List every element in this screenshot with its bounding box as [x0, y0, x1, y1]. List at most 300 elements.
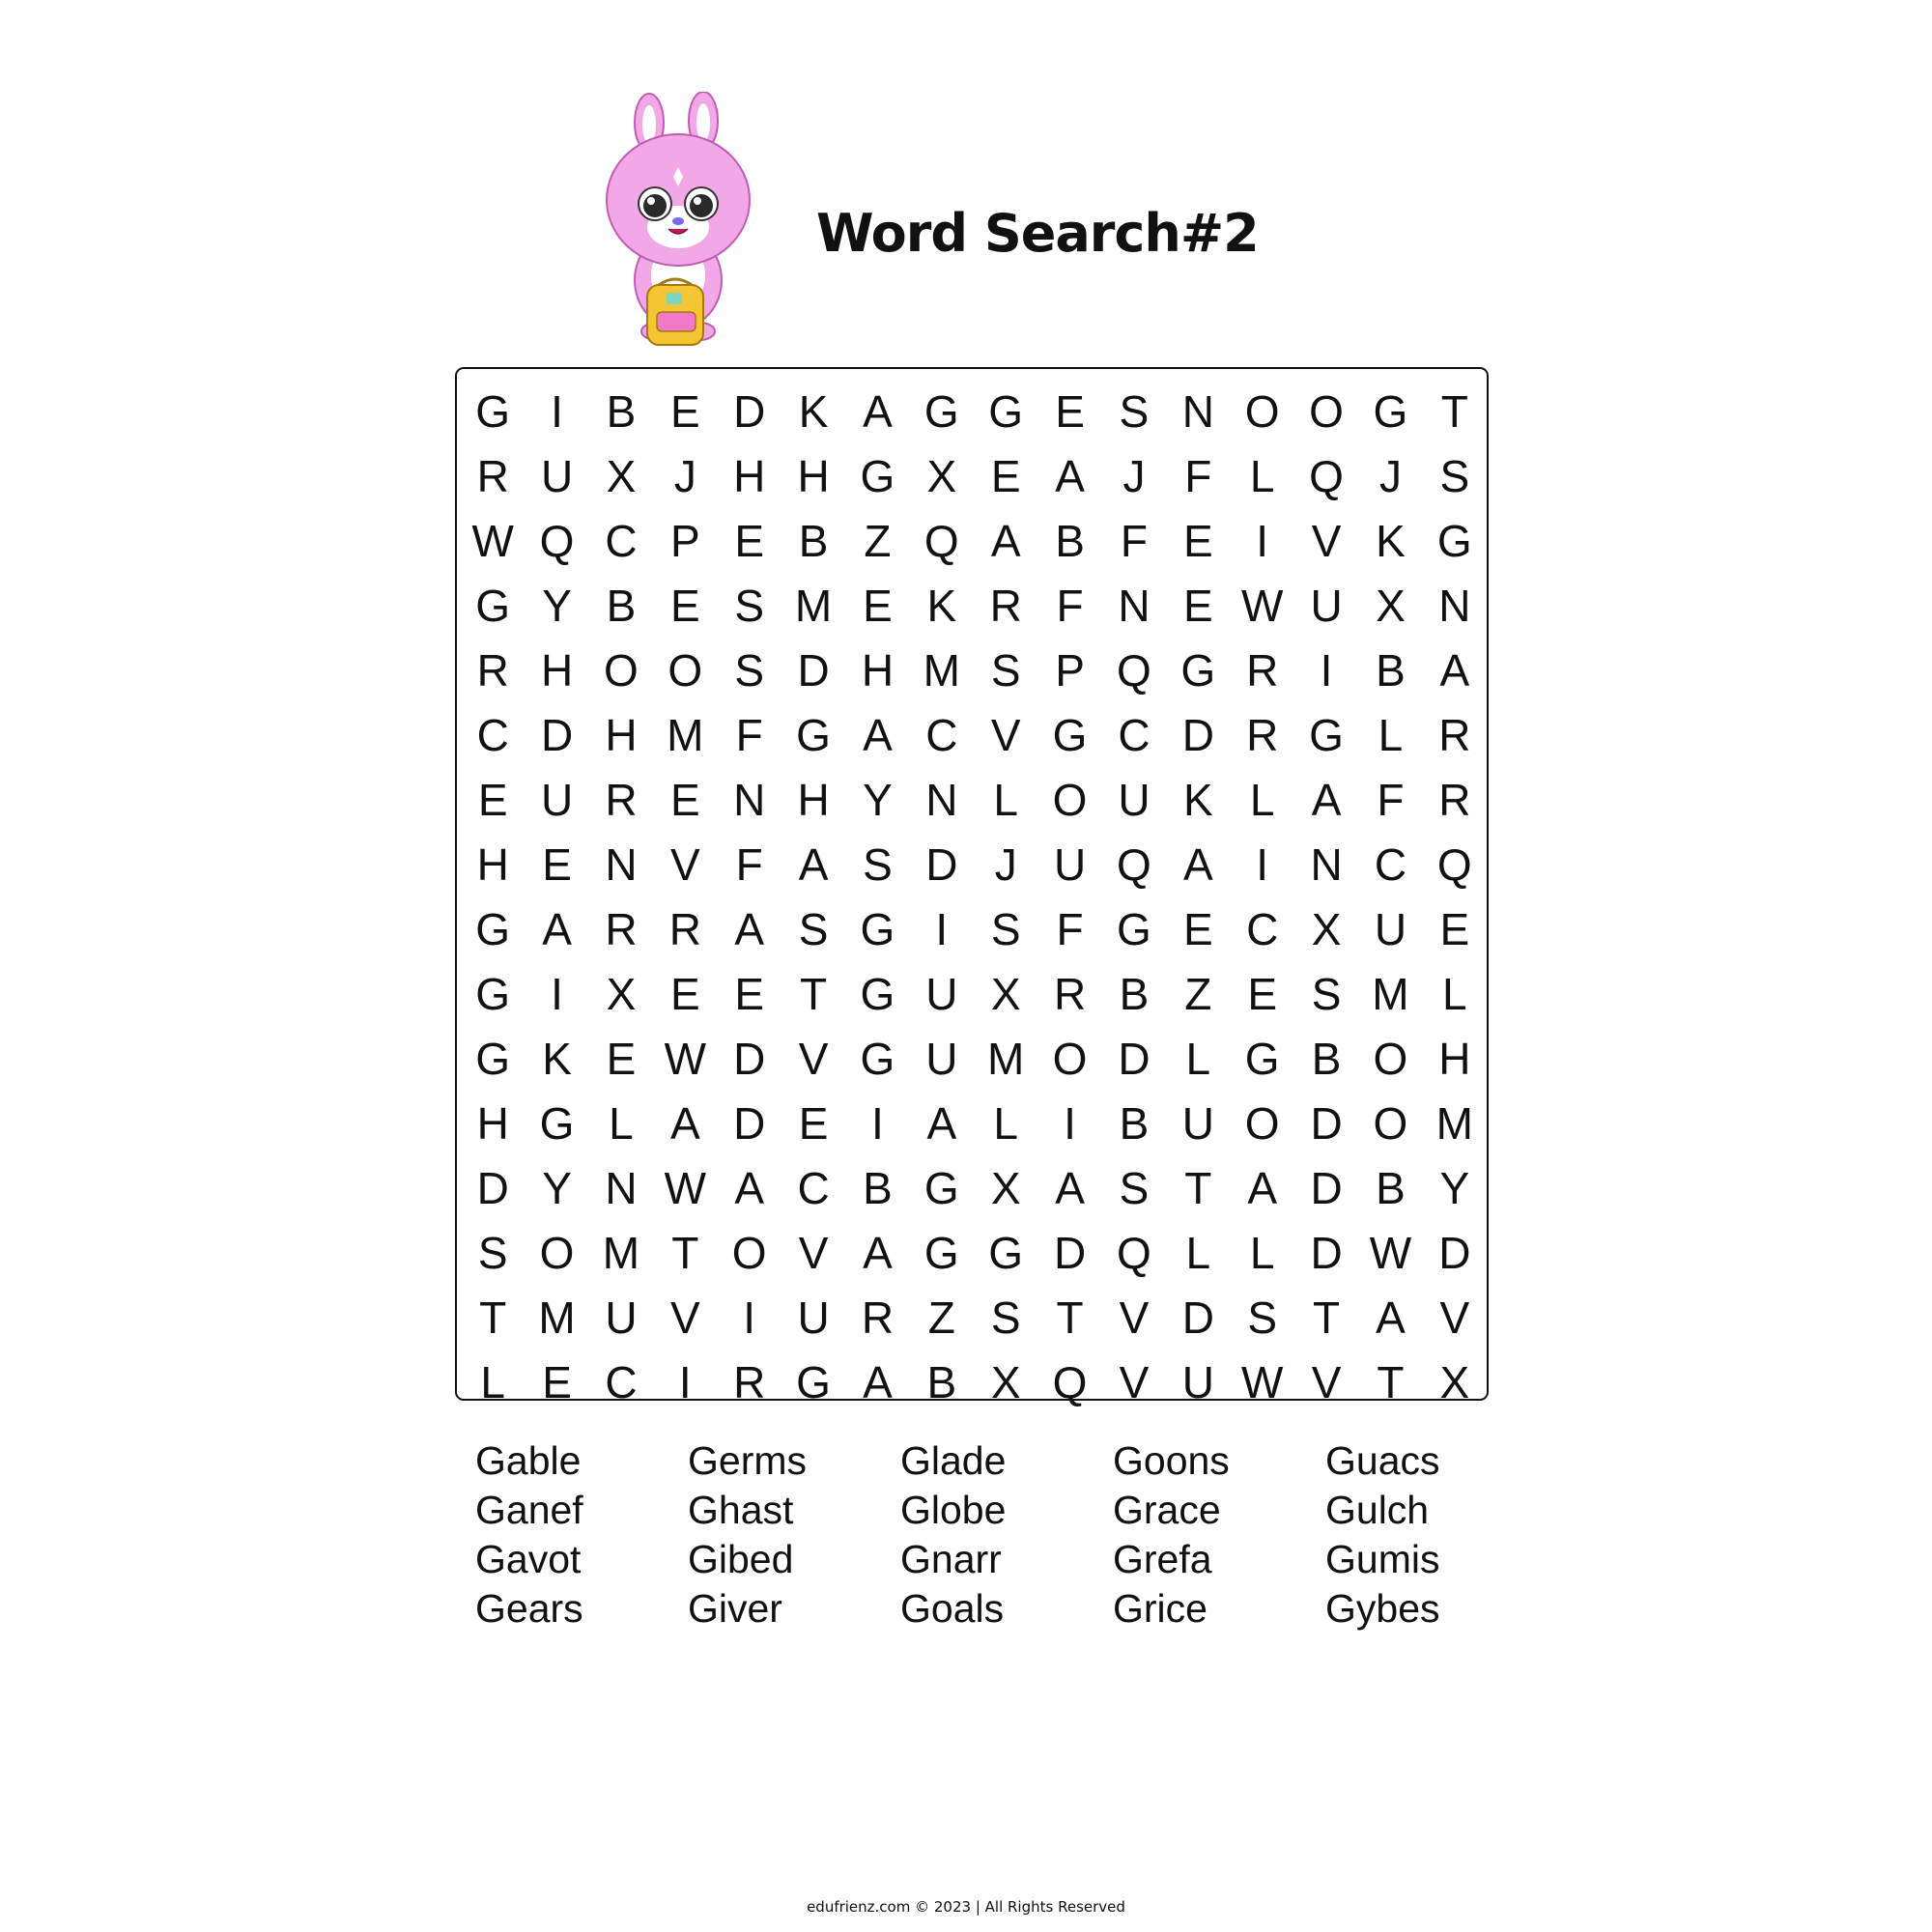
word-list-item: Ganef: [475, 1488, 583, 1532]
grid-letter[interactable]: M: [538, 1293, 576, 1343]
grid-letter[interactable]: W: [664, 1163, 707, 1213]
grid-letter[interactable]: L: [1249, 1228, 1275, 1278]
grid-letter[interactable]: O: [1373, 1098, 1408, 1149]
grid-row: [461, 1286, 1487, 1350]
word-column: [475, 1436, 688, 1634]
grid-letter[interactable]: G: [1244, 1034, 1280, 1084]
grid-letter[interactable]: E: [1247, 969, 1278, 1019]
grid-letter[interactable]: N: [1118, 581, 1151, 631]
grid-row: [461, 768, 1487, 833]
grid-letter[interactable]: F: [1056, 904, 1084, 954]
word-list-item: Germs: [688, 1438, 807, 1483]
grid-letter[interactable]: G: [860, 1034, 895, 1084]
grid-letter[interactable]: D: [1310, 1163, 1343, 1213]
grid-letter[interactable]: R: [605, 775, 638, 825]
grid-letter[interactable]: E: [1055, 386, 1085, 437]
grid-letter[interactable]: H: [605, 710, 638, 760]
grid-letter[interactable]: A: [798, 839, 829, 890]
grid-letter[interactable]: N: [1181, 386, 1214, 437]
grid-letter[interactable]: D: [1118, 1034, 1151, 1084]
grid-letter[interactable]: P: [669, 516, 700, 566]
grid-letter[interactable]: C: [1246, 904, 1279, 954]
grid-letter[interactable]: M: [1372, 969, 1409, 1019]
grid-letter[interactable]: R: [1246, 710, 1279, 760]
grid-letter[interactable]: Q: [1309, 451, 1344, 501]
grid-letter[interactable]: D: [797, 645, 830, 696]
grid-letter[interactable]: A: [863, 386, 893, 437]
grid-letter[interactable]: V: [798, 1034, 829, 1084]
grid-letter[interactable]: D: [476, 1163, 509, 1213]
grid-letter[interactable]: I: [743, 1293, 756, 1343]
grid-letter[interactable]: V: [990, 710, 1021, 760]
grid-letter[interactable]: D: [733, 386, 766, 437]
grid-letter[interactable]: G: [860, 904, 895, 954]
grid-letter[interactable]: K: [542, 1034, 572, 1084]
grid-letter[interactable]: U: [1181, 1357, 1214, 1407]
grid-letter[interactable]: O: [539, 1228, 575, 1278]
grid-letter[interactable]: A: [1439, 645, 1470, 696]
grid-letter[interactable]: E: [1182, 904, 1213, 954]
grid-row: [461, 703, 1487, 768]
grid-letter[interactable]: L: [609, 1098, 634, 1149]
grid-letter[interactable]: X: [990, 969, 1021, 1019]
grid-letter[interactable]: G: [1180, 645, 1216, 696]
grid-letter[interactable]: S: [1311, 969, 1342, 1019]
grid-letter[interactable]: S: [1119, 386, 1150, 437]
word-list-item: Guacs: [1325, 1438, 1440, 1483]
grid-letter[interactable]: I: [1256, 839, 1269, 890]
word-list-item: Gulch: [1325, 1488, 1430, 1532]
grid-letter[interactable]: O: [1052, 775, 1088, 825]
grid-letter[interactable]: Q: [539, 516, 575, 566]
grid-letter[interactable]: D: [925, 839, 958, 890]
grid-letter[interactable]: G: [923, 1228, 959, 1278]
grid-letter[interactable]: L: [1249, 451, 1275, 501]
grid-letter[interactable]: D: [1310, 1098, 1343, 1149]
grid-letter[interactable]: V: [669, 839, 700, 890]
grid-letter[interactable]: G: [1309, 710, 1344, 760]
grid-letter[interactable]: M: [987, 1034, 1025, 1084]
grid-row: [461, 833, 1487, 897]
grid-letter[interactable]: D: [733, 1098, 766, 1149]
grid-letter[interactable]: E: [477, 775, 508, 825]
grid-letter[interactable]: A: [1055, 1163, 1085, 1213]
grid-letter[interactable]: A: [926, 1098, 957, 1149]
grid-letter[interactable]: T: [479, 1293, 507, 1343]
grid-letter[interactable]: X: [990, 1163, 1021, 1213]
grid-letter[interactable]: R: [1053, 969, 1087, 1019]
grid-letter[interactable]: Z: [927, 1293, 955, 1343]
grid-letter[interactable]: B: [1376, 645, 1406, 696]
grid-letter[interactable]: A: [1055, 451, 1085, 501]
grid-letter[interactable]: G: [475, 969, 511, 1019]
grid-letter[interactable]: M: [794, 581, 833, 631]
grid-letter[interactable]: G: [988, 386, 1024, 437]
grid-letter[interactable]: U: [1053, 839, 1087, 890]
grid-letter[interactable]: A: [1311, 775, 1342, 825]
grid-letter[interactable]: U: [540, 451, 574, 501]
grid-letter[interactable]: K: [1376, 516, 1406, 566]
grid-letter[interactable]: D: [1181, 710, 1214, 760]
grid-letter[interactable]: C: [605, 1357, 638, 1407]
grid-row: [461, 509, 1487, 574]
word-list-item: Gavot: [475, 1537, 582, 1581]
grid-row: [461, 897, 1487, 962]
word-column: [1113, 1436, 1325, 1634]
grid-letter[interactable]: U: [1374, 904, 1407, 954]
grid-letter[interactable]: H: [797, 775, 830, 825]
grid-letter[interactable]: S: [1119, 1163, 1150, 1213]
grid-letter[interactable]: B: [798, 516, 829, 566]
grid-letter[interactable]: Y: [542, 1163, 572, 1213]
grid-letter[interactable]: B: [606, 386, 637, 437]
grid-letter[interactable]: M: [667, 710, 704, 760]
grid-letter[interactable]: F: [735, 839, 763, 890]
grid-letter[interactable]: X: [1311, 904, 1342, 954]
grid-letter[interactable]: S: [990, 1293, 1021, 1343]
grid-letter[interactable]: V: [1439, 1293, 1470, 1343]
grid-letter[interactable]: E: [669, 969, 700, 1019]
grid-letter[interactable]: W: [1369, 1228, 1412, 1278]
grid-letter[interactable]: J: [1378, 451, 1402, 501]
word-list-item: Grace: [1113, 1488, 1221, 1532]
grid-letter[interactable]: I: [551, 969, 563, 1019]
grid-letter[interactable]: A: [1376, 1293, 1406, 1343]
grid-letter[interactable]: R: [1438, 775, 1471, 825]
grid-letter[interactable]: D: [1053, 1228, 1087, 1278]
word-list-item: Grefa: [1113, 1537, 1212, 1581]
grid-letter[interactable]: I: [1064, 1098, 1076, 1149]
grid-letter[interactable]: G: [1373, 386, 1408, 437]
grid-letter[interactable]: S: [477, 1228, 508, 1278]
grid-letter[interactable]: A: [734, 1163, 765, 1213]
grid-letter[interactable]: L: [1442, 969, 1467, 1019]
grid-letter[interactable]: O: [1244, 386, 1280, 437]
grid-letter[interactable]: X: [990, 1357, 1021, 1407]
grid-letter[interactable]: S: [990, 645, 1021, 696]
grid-letter[interactable]: G: [988, 1228, 1024, 1278]
grid-letter[interactable]: L: [1378, 710, 1404, 760]
word-list-item: Glade: [900, 1438, 1007, 1483]
grid-letter[interactable]: B: [1376, 1163, 1406, 1213]
grid-letter[interactable]: F: [1120, 516, 1148, 566]
grid-row: [461, 639, 1487, 703]
grid-letter[interactable]: Q: [1436, 839, 1472, 890]
grid-letter[interactable]: A: [542, 904, 572, 954]
grid-letter[interactable]: O: [668, 645, 703, 696]
grid-letter[interactable]: L: [1185, 1034, 1211, 1084]
word-list: [475, 1436, 1538, 1634]
grid-letter[interactable]: D: [1181, 1293, 1214, 1343]
grid-letter[interactable]: T: [1184, 1163, 1212, 1213]
grid-letter[interactable]: Y: [1439, 1163, 1470, 1213]
grid-letter[interactable]: N: [1310, 839, 1343, 890]
grid-letter[interactable]: T: [800, 969, 828, 1019]
grid-letter[interactable]: R: [668, 904, 701, 954]
grid-letter[interactable]: E: [669, 386, 700, 437]
grid-letter[interactable]: G: [1436, 516, 1472, 566]
grid-letter[interactable]: S: [990, 904, 1021, 954]
grid-letter[interactable]: P: [1055, 645, 1085, 696]
grid-letter[interactable]: C: [605, 516, 638, 566]
grid-letter[interactable]: U: [797, 1293, 830, 1343]
grid-letter[interactable]: G: [860, 451, 895, 501]
grid-letter[interactable]: N: [925, 775, 958, 825]
grid-letter[interactable]: Y: [863, 775, 893, 825]
grid-letter[interactable]: G: [539, 1098, 575, 1149]
pink-bunny-with-backpack-icon: [599, 92, 758, 357]
grid-letter[interactable]: H: [733, 451, 766, 501]
grid-letter[interactable]: X: [606, 451, 637, 501]
grid-letter[interactable]: E: [542, 1357, 572, 1407]
grid-letter[interactable]: E: [1439, 904, 1470, 954]
grid-row: [461, 1027, 1487, 1092]
grid-letter[interactable]: A: [1182, 839, 1213, 890]
grid-letter[interactable]: I: [551, 386, 563, 437]
word-list-item: Gumis: [1325, 1537, 1440, 1581]
grid-letter[interactable]: T: [671, 1228, 699, 1278]
grid-row: [461, 1156, 1487, 1221]
grid-letter[interactable]: A: [669, 1098, 700, 1149]
grid-letter[interactable]: B: [1119, 969, 1150, 1019]
grid-letter[interactable]: O: [731, 1228, 767, 1278]
grid-letter[interactable]: H: [861, 645, 895, 696]
grid-letter[interactable]: A: [863, 1228, 893, 1278]
grid-letter[interactable]: H: [1438, 1034, 1471, 1084]
grid-letter[interactable]: B: [1055, 516, 1085, 566]
grid-letter[interactable]: R: [605, 904, 638, 954]
grid-letter[interactable]: V: [1119, 1357, 1150, 1407]
grid-letter[interactable]: D: [1438, 1228, 1471, 1278]
grid-letter[interactable]: U: [1181, 1098, 1214, 1149]
grid-letter[interactable]: S: [734, 645, 765, 696]
grid-letter[interactable]: T: [1440, 386, 1468, 437]
grid-letter[interactable]: K: [926, 581, 957, 631]
grid-row: [461, 574, 1487, 639]
grid-letter[interactable]: E: [734, 516, 765, 566]
grid-letter[interactable]: Q: [1117, 839, 1151, 890]
grid-letter[interactable]: G: [923, 1163, 959, 1213]
grid-row: [461, 1350, 1487, 1415]
word-list-item: Grice: [1113, 1586, 1208, 1631]
grid-letter[interactable]: A: [734, 904, 765, 954]
grid-letter[interactable]: V: [798, 1228, 829, 1278]
grid-letter[interactable]: T: [1056, 1293, 1084, 1343]
grid-letter[interactable]: G: [860, 969, 895, 1019]
word-list-item: Goals: [900, 1586, 1005, 1631]
word-list-item: Gears: [475, 1586, 583, 1631]
word-list-item: Giver: [688, 1586, 782, 1631]
grid-letter[interactable]: O: [1244, 1098, 1280, 1149]
grid-letter[interactable]: D: [733, 1034, 766, 1084]
grid-letter[interactable]: A: [863, 710, 893, 760]
grid-letter[interactable]: F: [735, 710, 763, 760]
grid-letter[interactable]: S: [863, 839, 893, 890]
grid-row: [461, 1221, 1487, 1286]
grid-letter[interactable]: C: [1374, 839, 1407, 890]
grid-letter[interactable]: V: [669, 1293, 700, 1343]
grid-letter[interactable]: C: [925, 710, 958, 760]
grid-letter[interactable]: I: [871, 1098, 884, 1149]
grid-letter[interactable]: F: [1184, 451, 1212, 501]
grid-letter[interactable]: X: [606, 969, 637, 1019]
grid-letter[interactable]: N: [605, 1163, 638, 1213]
word-list-item: Goons: [1113, 1438, 1230, 1483]
grid-letter[interactable]: W: [1240, 581, 1284, 631]
grid-letter[interactable]: Z: [1184, 969, 1212, 1019]
grid-letter[interactable]: S: [1247, 1293, 1278, 1343]
grid-letter[interactable]: W: [664, 1034, 707, 1084]
grid-letter[interactable]: F: [1056, 581, 1084, 631]
grid-letter[interactable]: L: [1249, 775, 1275, 825]
grid-letter[interactable]: G: [475, 386, 511, 437]
grid-row: [461, 444, 1487, 509]
word-column: [1325, 1436, 1538, 1634]
grid-letter[interactable]: A: [990, 516, 1021, 566]
grid-letter[interactable]: K: [798, 386, 829, 437]
grid-letter[interactable]: I: [678, 1357, 692, 1407]
grid-letter[interactable]: U: [925, 1034, 958, 1084]
grid-letter[interactable]: G: [475, 581, 511, 631]
grid-letter[interactable]: L: [993, 775, 1018, 825]
grid-letter[interactable]: W: [1240, 1357, 1284, 1407]
grid-letter[interactable]: G: [923, 386, 959, 437]
grid-letter[interactable]: T: [1313, 1293, 1341, 1343]
grid-letter[interactable]: F: [1377, 775, 1405, 825]
grid-letter[interactable]: I: [1256, 516, 1269, 566]
grid-letter[interactable]: Q: [1117, 645, 1151, 696]
grid-letter[interactable]: H: [797, 451, 830, 501]
grid-letter[interactable]: C: [1118, 710, 1151, 760]
word-list-item: Gybes: [1325, 1586, 1440, 1631]
grid-letter[interactable]: E: [669, 581, 700, 631]
grid-letter[interactable]: S: [798, 904, 829, 954]
grid-row: [461, 1092, 1487, 1156]
grid-letter[interactable]: H: [476, 1098, 509, 1149]
grid-letter[interactable]: X: [1376, 581, 1406, 631]
grid-letter[interactable]: K: [1182, 775, 1213, 825]
grid-letter[interactable]: I: [935, 904, 949, 954]
grid-letter[interactable]: E: [606, 1034, 637, 1084]
grid-letter[interactable]: Q: [1052, 1357, 1088, 1407]
grid-letter[interactable]: X: [926, 451, 957, 501]
grid-letter[interactable]: B: [926, 1357, 957, 1407]
grid-letter[interactable]: S: [734, 581, 765, 631]
grid-letter[interactable]: O: [1052, 1034, 1088, 1084]
grid-letter[interactable]: I: [1320, 645, 1333, 696]
grid-letter[interactable]: J: [1122, 451, 1146, 501]
grid-letter[interactable]: E: [542, 839, 572, 890]
grid-letter[interactable]: V: [1311, 516, 1342, 566]
grid-letter[interactable]: G: [1052, 710, 1088, 760]
grid-letter[interactable]: L: [480, 1357, 505, 1407]
grid-letter[interactable]: G: [796, 1357, 831, 1407]
grid-letter[interactable]: E: [798, 1098, 829, 1149]
grid-letter[interactable]: M: [1435, 1098, 1473, 1149]
grid-letter[interactable]: S: [1439, 451, 1470, 501]
word-list-item: Gnarr: [900, 1537, 1002, 1581]
grid-letter[interactable]: E: [1182, 581, 1213, 631]
word-list-item: Ghast: [688, 1488, 794, 1532]
grid-letter[interactable]: B: [863, 1163, 893, 1213]
grid-letter[interactable]: E: [669, 775, 700, 825]
grid-letter[interactable]: Z: [864, 516, 892, 566]
grid-letter[interactable]: B: [1311, 1034, 1342, 1084]
grid-letter[interactable]: G: [475, 904, 511, 954]
grid-letter[interactable]: V: [1119, 1293, 1150, 1343]
grid-letter[interactable]: D: [1310, 1228, 1343, 1278]
grid-letter[interactable]: E: [734, 969, 765, 1019]
grid-letter[interactable]: U: [1310, 581, 1343, 631]
grid-letter[interactable]: O: [604, 645, 639, 696]
grid-letter[interactable]: W: [471, 516, 514, 566]
grid-letter[interactable]: B: [1119, 1098, 1150, 1149]
grid-letter[interactable]: R: [476, 451, 509, 501]
grid-letter[interactable]: Q: [923, 516, 959, 566]
grid-letter[interactable]: E: [990, 451, 1021, 501]
grid-letter[interactable]: A: [863, 1357, 893, 1407]
grid-letter[interactable]: Y: [542, 581, 572, 631]
grid-letter[interactable]: N: [605, 839, 638, 890]
word-list-item: Gable: [475, 1438, 582, 1483]
grid-letter[interactable]: H: [476, 839, 509, 890]
grid-letter[interactable]: E: [863, 581, 893, 631]
grid-letter[interactable]: X: [1439, 1357, 1470, 1407]
grid-letter[interactable]: T: [1377, 1357, 1405, 1407]
grid-letter[interactable]: R: [861, 1293, 895, 1343]
word-list-item: Globe: [900, 1488, 1007, 1532]
grid-letter[interactable]: J: [673, 451, 696, 501]
word-column: [688, 1436, 900, 1634]
word-search-grid: [455, 367, 1489, 1407]
grid-letter[interactable]: C: [476, 710, 509, 760]
grid-letter[interactable]: U: [1118, 775, 1151, 825]
grid-letter[interactable]: A: [1247, 1163, 1278, 1213]
grid-letter[interactable]: G: [475, 1034, 511, 1084]
grid-letter[interactable]: M: [602, 1228, 640, 1278]
grid-letter[interactable]: Q: [1117, 1228, 1151, 1278]
grid-letter[interactable]: R: [476, 645, 509, 696]
grid-letter[interactable]: L: [993, 1098, 1018, 1149]
grid-letter[interactable]: O: [1309, 386, 1344, 437]
copyright-footer: edufrienz.com © 2023 | All Rights Reserved: [807, 1898, 1125, 1916]
grid-letter[interactable]: R: [1246, 645, 1279, 696]
grid-letter[interactable]: C: [797, 1163, 830, 1213]
grid-letter[interactable]: R: [733, 1357, 766, 1407]
grid-letter[interactable]: R: [989, 581, 1022, 631]
grid-letter[interactable]: B: [606, 581, 637, 631]
grid-letter[interactable]: L: [1185, 1228, 1211, 1278]
grid-letter[interactable]: N: [1438, 581, 1471, 631]
grid-letter[interactable]: V: [1311, 1357, 1342, 1407]
grid-letter[interactable]: D: [540, 710, 574, 760]
grid-letter[interactable]: U: [605, 1293, 638, 1343]
grid-row: [461, 380, 1487, 444]
page-title: Word Search#2: [816, 203, 1259, 264]
grid-letter[interactable]: G: [796, 710, 831, 760]
grid-letter[interactable]: G: [1117, 904, 1151, 954]
word-list-item: Gibed: [688, 1537, 794, 1581]
grid-letter[interactable]: E: [1182, 516, 1213, 566]
grid-letter[interactable]: M: [923, 645, 960, 696]
grid-letter[interactable]: U: [540, 775, 574, 825]
grid-letter[interactable]: N: [733, 775, 766, 825]
grid-letter[interactable]: J: [994, 839, 1017, 890]
grid-letter[interactable]: R: [1438, 710, 1471, 760]
grid-letter[interactable]: O: [1373, 1034, 1408, 1084]
grid-letter[interactable]: U: [925, 969, 958, 1019]
grid-letter[interactable]: H: [540, 645, 574, 696]
